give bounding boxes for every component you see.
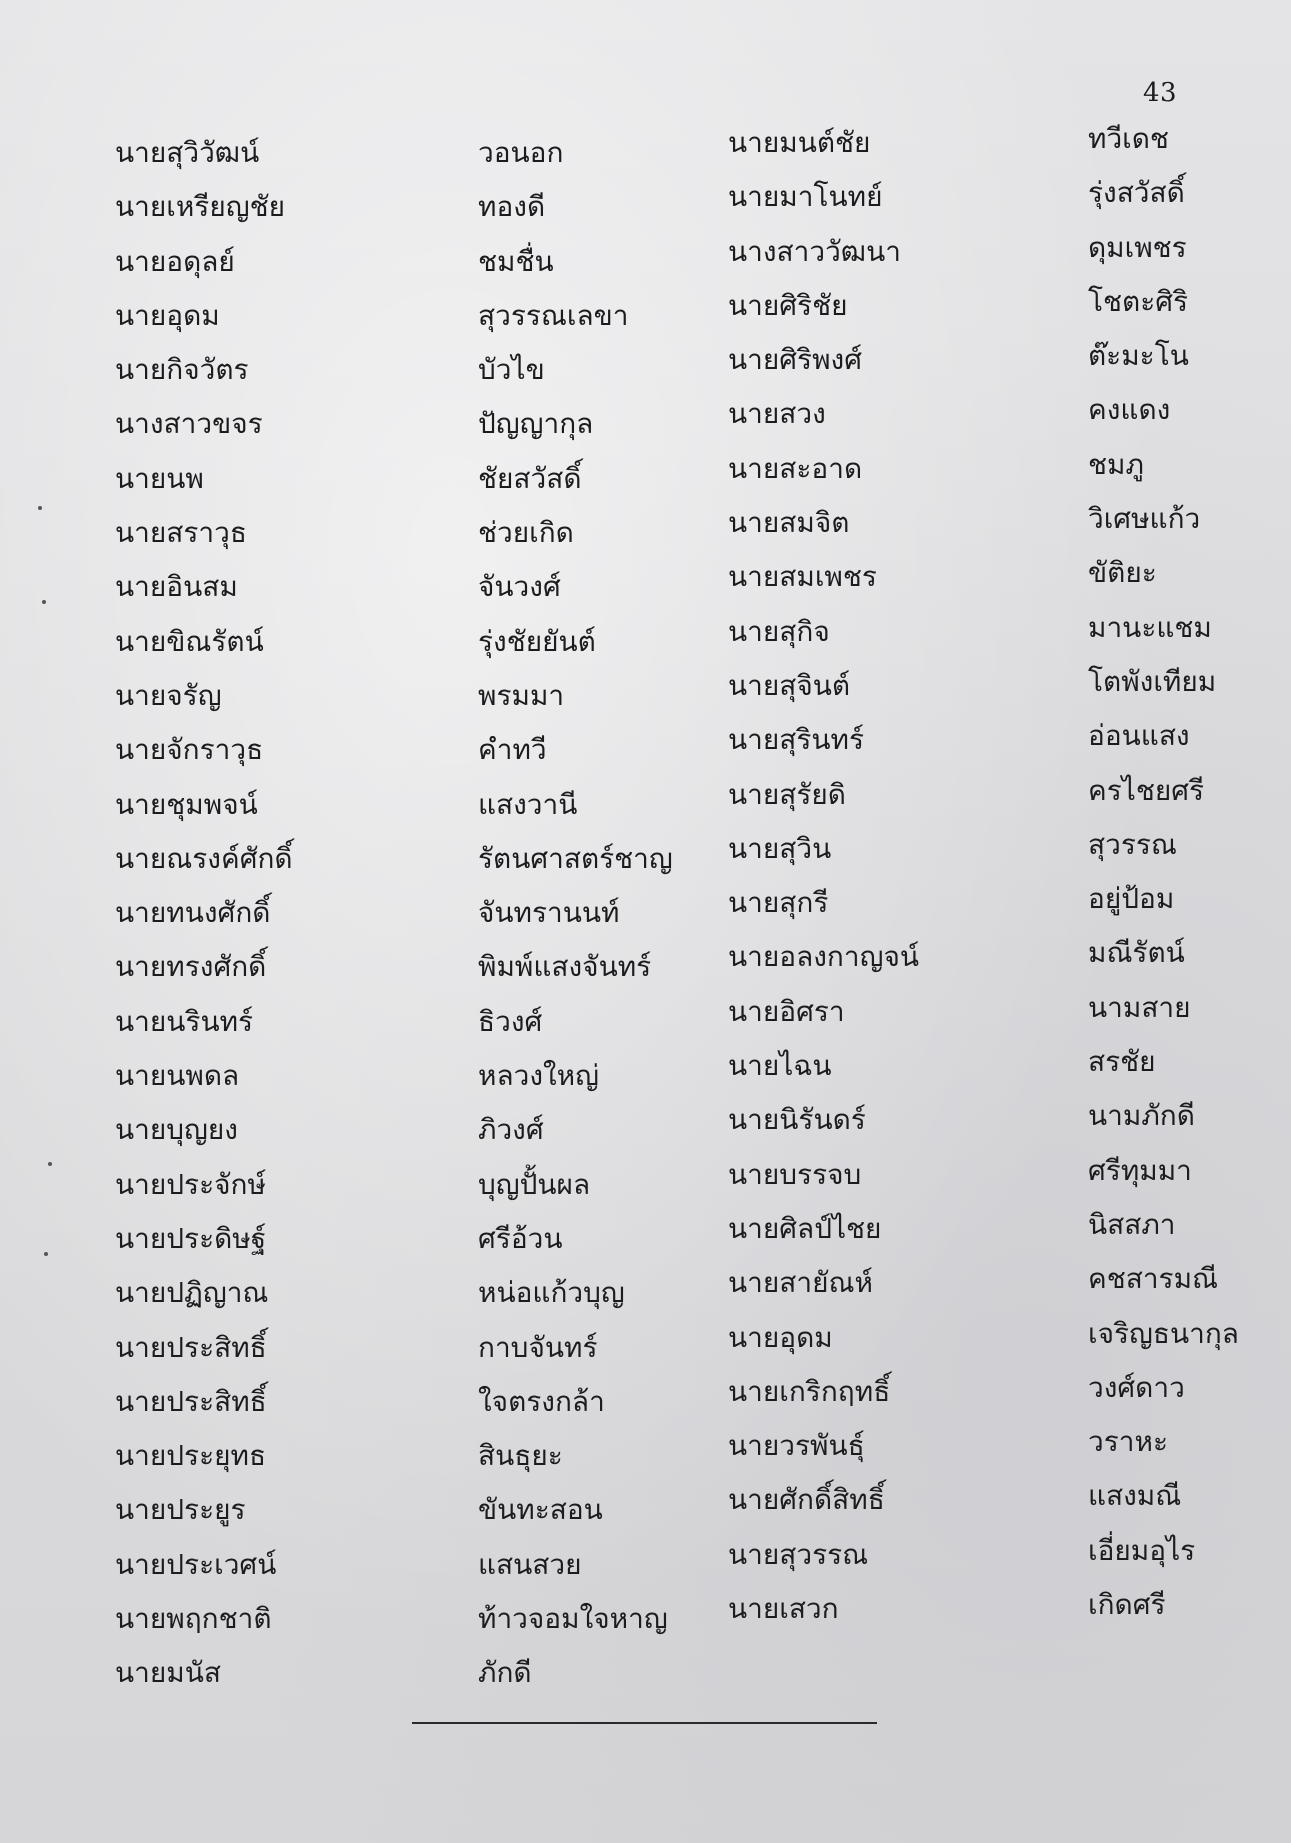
list-item: นายศิริพงศ์: [728, 343, 862, 377]
list-item: นายประจักษ์: [115, 1167, 266, 1201]
list-item: นายสุวิวัฒน์: [115, 136, 260, 169]
list-item: นางสาววัฒนา: [728, 234, 901, 268]
list-item: โตพังเทียม: [1088, 664, 1217, 698]
list-item: ท้าวจอมใจหาญ: [478, 1602, 668, 1636]
list-item: นายเสวก: [728, 1592, 839, 1626]
list-item: นายสุกรี: [728, 886, 829, 920]
list-item: นายประยุทธ: [115, 1439, 267, 1473]
list-item: นามสาย: [1088, 990, 1191, 1024]
list-item: นายสุวรรณ: [728, 1537, 869, 1571]
list-item: นายจักราวุธ: [115, 733, 264, 767]
list-item: นายประดิษฐ์: [115, 1221, 267, 1255]
list-item: ทองดี: [478, 190, 546, 224]
list-item: นายนพ: [115, 461, 204, 495]
list-item: พรมมา: [478, 678, 565, 712]
list-item: ดุมเพชร: [1088, 230, 1187, 264]
list-item: นายวรพันธุ์: [728, 1429, 865, 1463]
list-item: นายประสิทธิ์: [115, 1330, 267, 1364]
column-first-names-left: [115, 126, 293, 1701]
list-item: ต๊ะมะโน: [1088, 339, 1189, 373]
list-item: สุวรรณ: [1088, 827, 1177, 861]
list-item: นายปฏิญาณ: [115, 1276, 269, 1310]
list-item: หลวงใหญ่: [478, 1059, 599, 1093]
list-item: นายประยูร: [115, 1493, 246, 1527]
list-item: ช่วยเกิด: [478, 516, 574, 550]
list-item: นายชุมพจน์: [115, 787, 258, 821]
list-item: นายศักดิ์สิทธิ์: [728, 1483, 885, 1517]
list-item: นายณรงค์ศักดิ์: [115, 841, 293, 875]
list-item: นายนพดล: [115, 1059, 240, 1093]
list-item: คงแดง: [1088, 393, 1171, 427]
list-item: นายนรินทร์: [115, 1004, 254, 1038]
list-item: สินธุยะ: [478, 1439, 563, 1473]
list-item: นิสสภา: [1088, 1207, 1176, 1241]
list-item: สุวรรณเลขา: [478, 298, 629, 332]
list-item: เอี่ยมอุไร: [1088, 1533, 1196, 1567]
list-item: อยู่ป้อม: [1088, 882, 1175, 916]
list-item: นายสายัณห์: [728, 1266, 873, 1300]
list-item: นายมนต์ชัย: [728, 126, 871, 159]
list-item: นายพฤกชาติ: [115, 1602, 272, 1636]
list-item: ชมชื่น: [478, 244, 554, 278]
list-item: แสงมณี: [1088, 1479, 1182, 1513]
list-item: สรชัย: [1088, 1045, 1156, 1079]
list-item: นายอลงกาญจน์: [728, 940, 919, 974]
list-item: นายบุญยง: [115, 1113, 238, 1147]
list-item: รุ่งสวัสดิ์: [1088, 176, 1185, 210]
list-item: นายมนัส: [115, 1656, 221, 1690]
list-item: นายเกริกฤทธิ์: [728, 1374, 891, 1408]
list-item: นายนิรันดร์: [728, 1103, 866, 1137]
list-item: มณีรัตน์: [1088, 936, 1185, 970]
scan-speck: [38, 506, 42, 510]
list-item: ชัยสวัสดิ์: [478, 461, 582, 495]
list-item: รัตนศาสตร์ชาญ: [478, 841, 673, 875]
list-item: ขันทะสอน: [478, 1493, 603, 1527]
list-item: นายบรรจบ: [728, 1157, 862, 1191]
list-item: นายสุรินทร์: [728, 723, 865, 757]
scan-speck: [42, 600, 46, 604]
list-item: นายประสิทธิ์: [115, 1384, 267, 1418]
list-item: นายอินสม: [115, 570, 238, 604]
list-item: หน่อแก้วบุญ: [478, 1276, 625, 1310]
list-item: แสงวานี: [478, 787, 578, 821]
scan-speck: [44, 1252, 48, 1256]
scan-speck: [48, 1162, 52, 1166]
list-item: เกิดศรี: [1088, 1588, 1166, 1622]
list-item: นายสราวุธ: [115, 516, 247, 550]
list-item: มานะแชม: [1088, 610, 1212, 644]
column-surnames-left: [478, 126, 673, 1701]
list-item: ภักดี: [478, 1656, 532, 1690]
list-item: นายขิณรัตน์: [115, 624, 264, 658]
list-item: นายอดุลย์: [115, 244, 235, 278]
list-item: จันวงศ์: [478, 570, 561, 604]
list-item: ใจตรงกล้า: [478, 1384, 605, 1418]
list-item: ศรีอ้วน: [478, 1221, 563, 1255]
list-item: นายอุดม: [115, 298, 220, 332]
list-item: คชสารมณี: [1088, 1262, 1219, 1296]
list-item: แสนสวย: [478, 1547, 582, 1581]
list-item: ขัติยะ: [1088, 556, 1157, 590]
list-item: นายไฉน: [728, 1049, 832, 1083]
list-item: ทวีเดช: [1088, 122, 1169, 155]
list-item: นายกิจวัตร: [115, 353, 249, 387]
list-item: นายทรงศักดิ์: [115, 950, 267, 984]
list-item: อ่อนแสง: [1088, 719, 1190, 753]
list-item: คำทวี: [478, 733, 547, 767]
list-item: ภิวงศ์: [478, 1113, 544, 1147]
list-item: กาบจันทร์: [478, 1330, 598, 1364]
list-item: นายเหรียญชัย: [115, 190, 286, 224]
list-item: ชมภู: [1088, 447, 1144, 481]
list-item: วงศ์ดาว: [1088, 1370, 1185, 1404]
list-item: นายอิศรา: [728, 994, 845, 1028]
list-item: พิมพ์แสงจันทร์: [478, 950, 652, 984]
list-item: โชตะศิริ: [1088, 284, 1189, 318]
list-item: นายทนงศักดิ์: [115, 896, 271, 930]
list-item: บัวไข: [478, 353, 545, 387]
list-item: นายอุดม: [728, 1320, 833, 1354]
list-item: นายจรัญ: [115, 678, 222, 712]
list-item: นายสุกิจ: [728, 614, 830, 648]
list-item: นายสุรัยดิ: [728, 777, 846, 811]
list-item: จันทรานนท์: [478, 896, 620, 930]
list-item: ธิวงศ์: [478, 1004, 543, 1038]
list-item: วิเศษแก้ว: [1088, 502, 1201, 536]
list-item: เจริญธนากุล: [1088, 1316, 1239, 1350]
list-item: นายมาโนทย์: [728, 180, 883, 214]
list-item: รุ่งชัยยันต์: [478, 624, 596, 658]
list-item: นายสมเพชร: [728, 560, 877, 594]
list-item: นายสะอาด: [728, 451, 863, 485]
column-first-names-right: [728, 116, 919, 1636]
list-item: นายศิริชัย: [728, 288, 848, 322]
list-item: บุญปั้นผล: [478, 1167, 591, 1201]
list-item: นายสมจิต: [728, 506, 850, 540]
column-surnames-right: [1088, 112, 1239, 1632]
list-item: นายศิลป์ไชย: [728, 1211, 882, 1245]
list-item: วอนอก: [478, 136, 564, 169]
list-item: นามภักดี: [1088, 1099, 1195, 1133]
name-list: [0, 122, 1291, 1726]
list-item: วราหะ: [1088, 1425, 1168, 1459]
list-item: ปัญญากุล: [478, 407, 594, 441]
list-item: ศรีทุมมา: [1088, 1153, 1192, 1187]
list-item: นายสวง: [728, 397, 826, 431]
list-item: นายประเวศน์: [115, 1547, 277, 1581]
page-number: 43: [1143, 78, 1178, 108]
list-item: นายสุจินต์: [728, 668, 851, 702]
list-item: นายสุวิน: [728, 831, 832, 865]
end-rule: [412, 1722, 877, 1724]
list-item: ครไชยศรี: [1088, 773, 1205, 807]
list-item: นางสาวขจร: [115, 407, 263, 441]
